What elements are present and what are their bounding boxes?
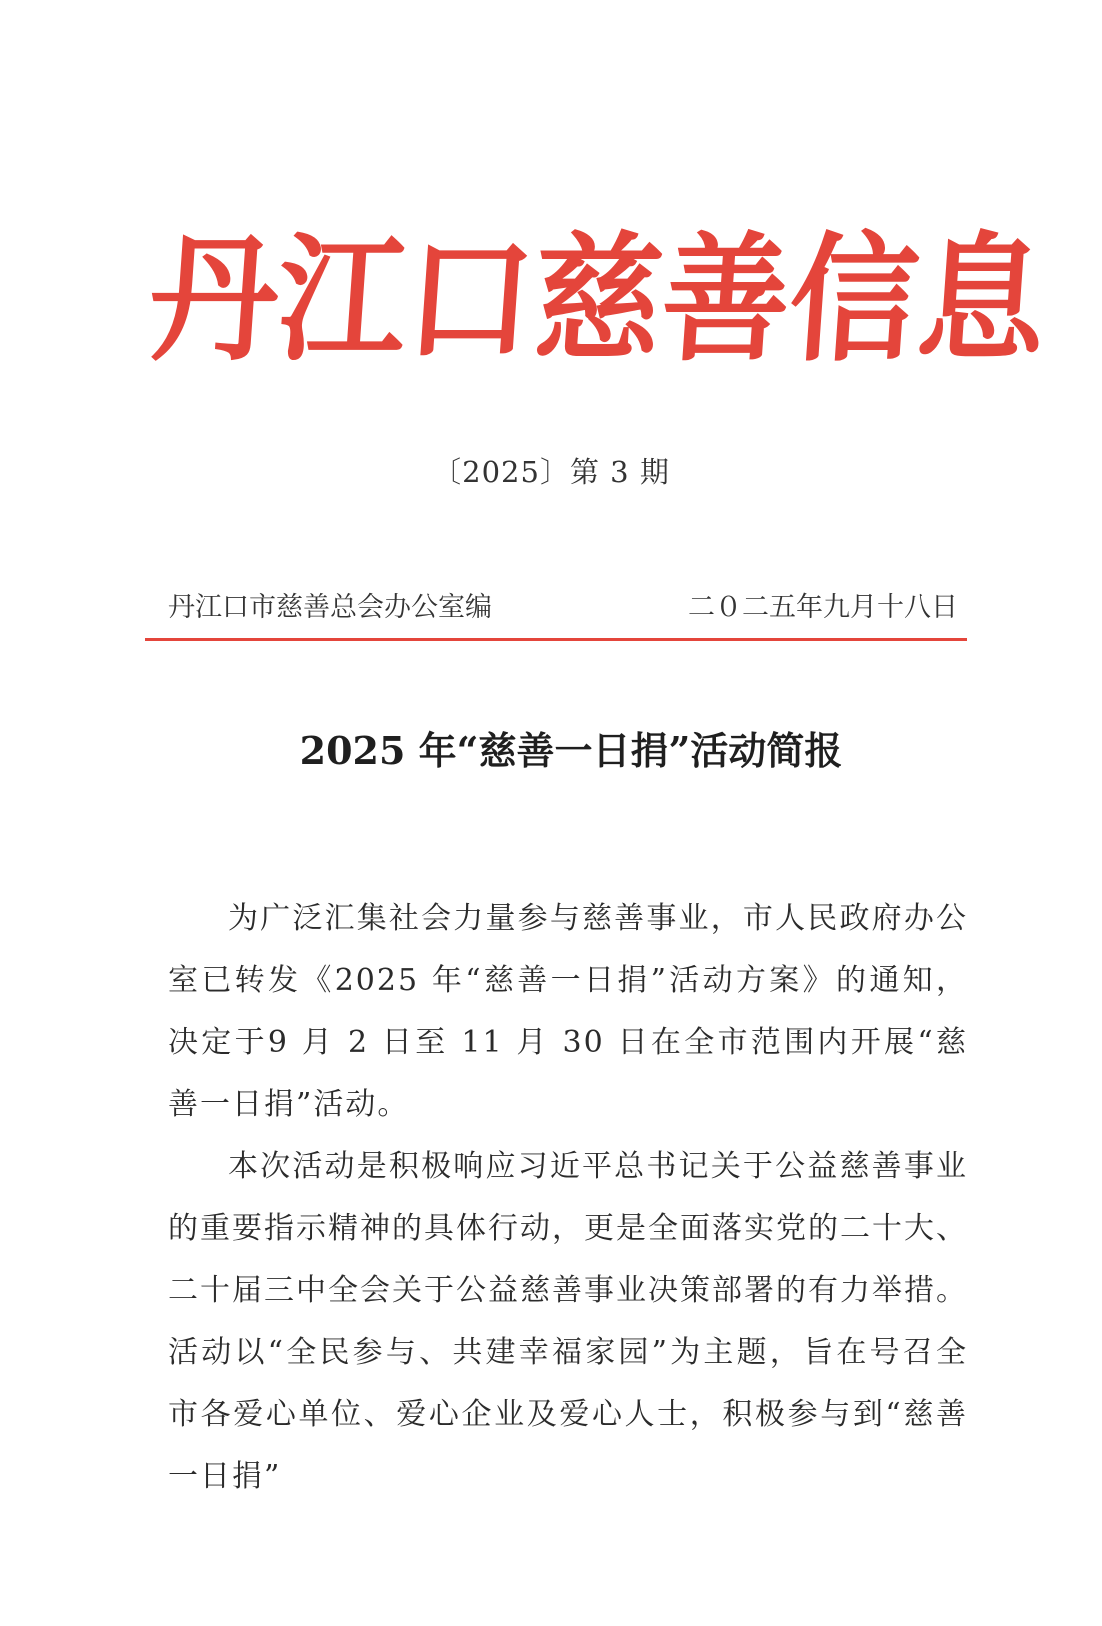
masthead-char: 江 xyxy=(272,219,412,381)
masthead-char: 息 xyxy=(912,219,1052,381)
body-text xyxy=(168,888,968,1508)
masthead-char: 信 xyxy=(784,219,924,381)
meta-row xyxy=(168,585,958,624)
document-title: 2025 年“慈善一日捐”活动简报 xyxy=(299,728,843,773)
red-divider xyxy=(145,638,967,641)
masthead-char: 丹 xyxy=(144,219,284,381)
publish-date: 二０二五年九月十八日 xyxy=(688,592,958,623)
issue-number: 〔2025〕第 3 期 xyxy=(432,455,670,489)
paragraph: 本次活动是积极响应习近平总书记关于公益慈善事业的重要指示精神的具体行动，更是全面落实党的二十大、二十届三中全会关于公益慈善事业决策部署的有力举措。活动以“全民参与、共建幸福家园”为主题，旨在号召全市各爱心单位、爱心企业及爱心人士，积极参与到“慈善一日捐” xyxy=(168,1149,968,1494)
paragraph: 为广泛汇集社会力量参与慈善事业，市人民政府办公室已转发《2025 年“慈善一日捐”活动方案》的通知，决定于9 月 2 日至 11 月 30 日在全市范围内开展“慈善一日捐”活动。 xyxy=(168,901,968,1122)
masthead-title xyxy=(144,205,1052,395)
publisher-label: 丹江口市慈善总会办公室编 xyxy=(168,592,492,623)
masthead-char: 慈 xyxy=(528,219,668,381)
masthead-char: 善 xyxy=(656,219,796,381)
masthead-char: 口 xyxy=(400,219,540,381)
